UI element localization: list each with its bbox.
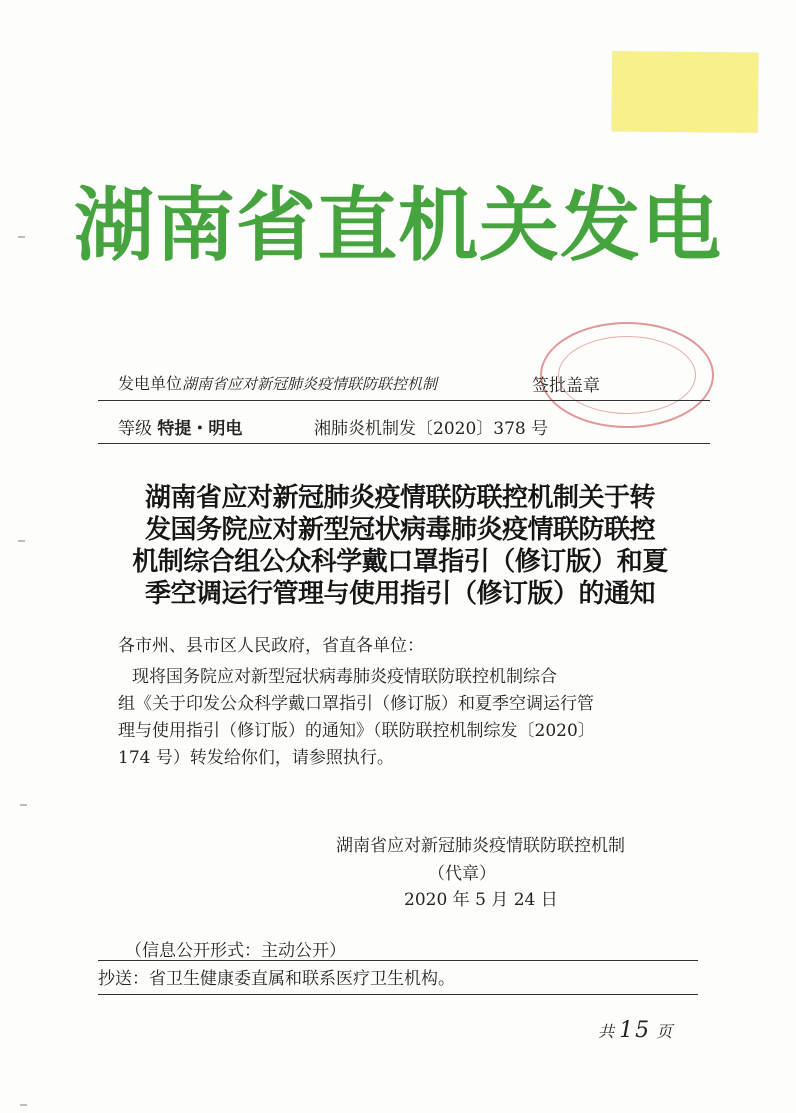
issuer-value: 湖南省应对新冠肺炎疫情联防联控机制: [182, 375, 438, 393]
sticky-note: [612, 51, 759, 133]
document-title: [90, 482, 710, 610]
salutation: 各市州、县市区人民政府，省直各单位：: [118, 636, 424, 656]
grade-row: [118, 414, 549, 439]
cc-divider-top: [98, 960, 698, 961]
title-line: 机制综合组公众科学戴口罩指引（修订版）和夏: [132, 547, 668, 577]
page-count-suffix: 页: [656, 1022, 673, 1041]
seal-note: （代章）: [428, 864, 496, 884]
cc-divider-bottom: [98, 994, 698, 995]
divider-bottom: [98, 443, 710, 444]
body-line: 组《关于印发公众科学戴口罩指引（修订版）和夏季空调运行管: [118, 694, 594, 714]
scan-speck: [20, 804, 27, 806]
issuer-label: 发电单位: [118, 374, 183, 393]
document-number: 湘肺炎机制发〔2020〕378 号: [314, 419, 549, 439]
title-line: 发国务院应对新型冠状病毒肺炎疫情联防联控: [144, 515, 655, 545]
sign-label: 签批盖章: [532, 376, 600, 396]
scan-speck: [20, 1104, 27, 1106]
divider-top: [98, 400, 710, 401]
page-count-prefix: 共: [598, 1022, 615, 1041]
cc-line: 抄送：省卫生健康委直属和联系医疗卫生机构。: [98, 969, 455, 989]
masthead-title: 湖南省直机关发电: [74, 179, 722, 272]
title-line: 湖南省应对新冠肺炎疫情联防联控机制关于转: [144, 483, 655, 513]
page-count: [598, 1018, 672, 1043]
body-line: 现将国务院应对新型冠状病毒肺炎疫情联防联控机制综合: [132, 667, 557, 687]
issuer-row: [118, 371, 600, 396]
grade-value: 特提・明电: [157, 419, 243, 439]
issue-date: 2020 年 5 月 24 日: [404, 890, 558, 910]
grade-label: 等级: [118, 419, 152, 439]
body-line: 理与使用指引（修订版）的通知》（联防联控机制综发〔2020〕: [118, 721, 595, 741]
signature-issuer: 湖南省应对新冠肺炎疫情联防联控机制: [336, 836, 625, 856]
title-line: 季空调运行管理与使用指引（修订版）的通知: [144, 579, 655, 609]
disclosure-note: （信息公开形式：主动公开）: [125, 941, 346, 961]
body-line: 174 号）转发给你们，请参照执行。: [118, 748, 394, 768]
body-paragraph: [118, 664, 698, 772]
scan-speck: [18, 236, 25, 238]
page-count-number: 15: [619, 1018, 652, 1043]
scan-speck: [18, 540, 25, 542]
